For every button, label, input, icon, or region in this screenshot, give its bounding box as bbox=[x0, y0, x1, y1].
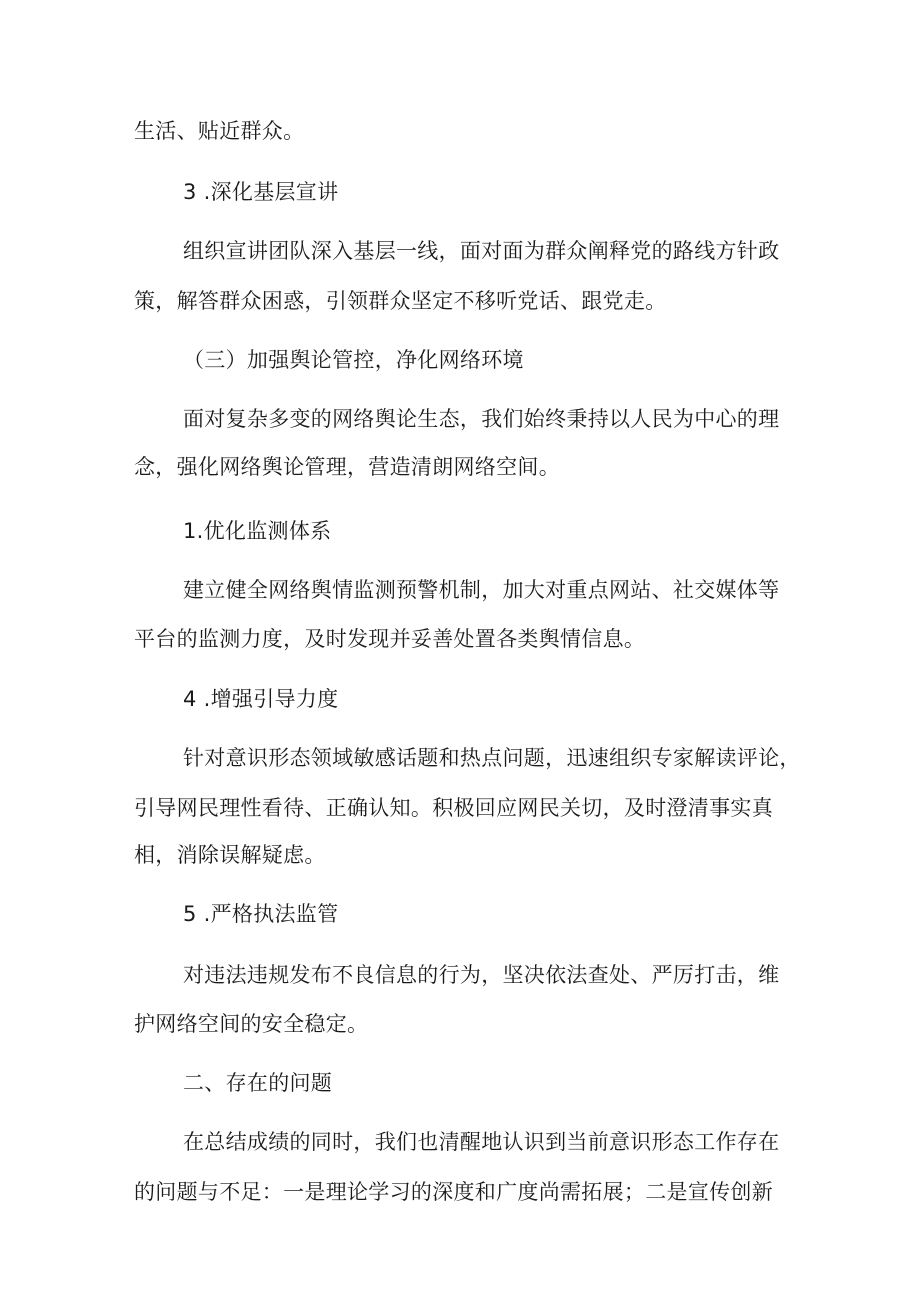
text-line: 的问题与不足：一是理论学习的深度和广度尚需拓展；二是宣传创新 bbox=[134, 1180, 773, 1204]
text-line: 策，解答群众困惑，引领群众坚定不移听党话、跟党走。 bbox=[134, 289, 667, 313]
text-line: 针对意识形态领域敏感话题和热点问题，迅速组织专家解读评论， bbox=[183, 746, 801, 770]
section-heading-2: 二、存在的问题 bbox=[183, 1071, 333, 1095]
text-line: 生活、贴近群众。 bbox=[134, 119, 305, 143]
section-heading-3: （三）加强舆论管控，净化网络环境 bbox=[183, 348, 524, 372]
text-line: 平台的监测力度，及时发现并妥善处置各类舆情信息。 bbox=[134, 627, 646, 651]
subheading-5: 5 .严格执法监管 bbox=[183, 902, 339, 926]
text-line: 相，消除误解疑虑。 bbox=[134, 843, 326, 867]
text-line: 建立健全网络舆情监测预警机制，加大对重点网站、社交媒体等 bbox=[183, 578, 780, 602]
text-line: 念，强化网络舆论管理，营造清朗网络空间。 bbox=[134, 455, 560, 479]
text-line: 对违法违规发布不良信息的行为，坚决依法查处、严厉打击，维 bbox=[183, 963, 780, 987]
subheading-3: 3 .深化基层宣讲 bbox=[183, 180, 339, 204]
subheading-4: 4 .增强引导力度 bbox=[183, 687, 339, 711]
text-line: 引导网民理性看待、正确认知。积极回应网民关切，及时澄清事实真 bbox=[134, 796, 773, 820]
text-line: 组织宣讲团队深入基层一线，面对面为群众阐释党的路线方针政 bbox=[183, 239, 780, 263]
text-line: 面对复杂多变的网络舆论生态，我们始终秉持以人民为中心的理 bbox=[183, 407, 780, 431]
text-line: 在总结成绩的同时，我们也清醒地认识到当前意识形态工作存在 bbox=[183, 1130, 780, 1154]
text-line: 护网络空间的安全稳定。 bbox=[134, 1012, 369, 1036]
subheading-1: 1.优化监测体系 bbox=[183, 519, 332, 543]
